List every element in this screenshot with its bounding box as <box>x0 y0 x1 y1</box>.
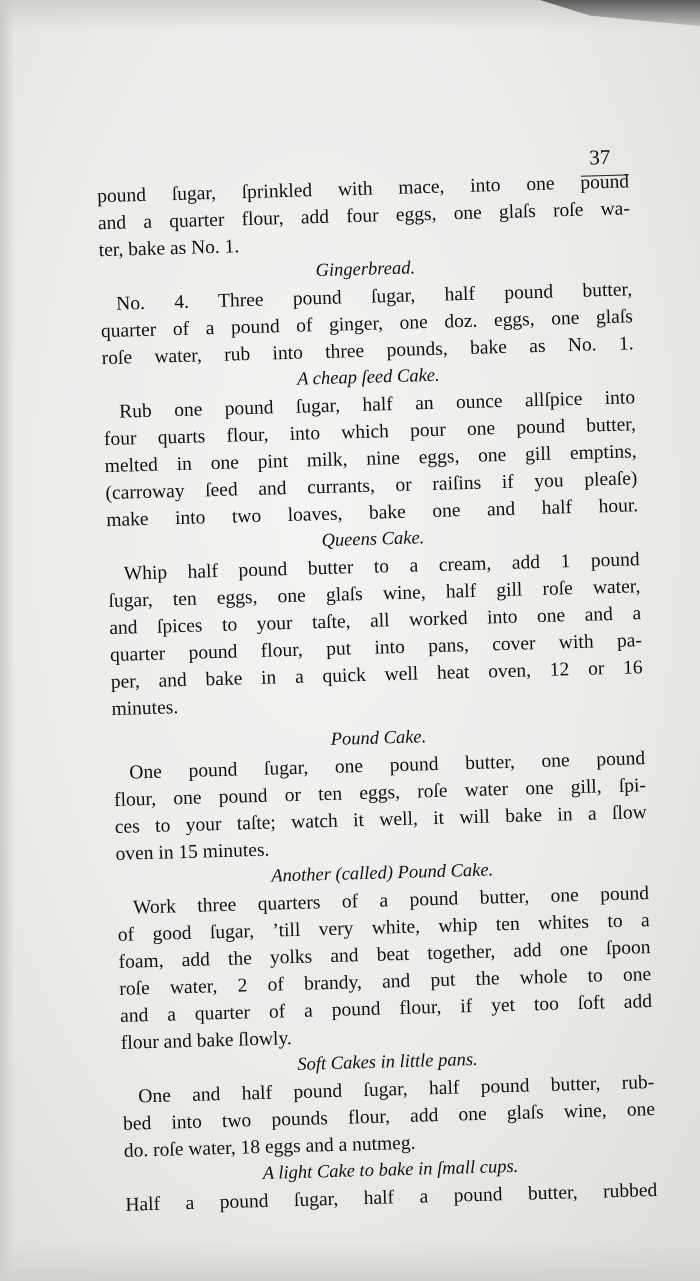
body-line: and ſpices to your taſte, all worked into one and a <box>109 603 642 640</box>
body-line: quarter of a pound of ginger, one doz. eggs, one glaſs <box>100 306 634 343</box>
page-body <box>97 168 658 1218</box>
body-line: oven in 15 minutes. <box>115 839 270 865</box>
body-line: ces to your taſte; watch it well, it will bake in a ſlow <box>114 802 647 838</box>
recipe-title: Another (called) Pound Cake. <box>271 860 494 887</box>
body-line: Whip half pound butter to a cream, add 1 pound <box>123 549 640 585</box>
page-left-edge <box>0 0 14 1281</box>
recipe-soft-cakes <box>121 1042 656 1165</box>
body-line: flour and bake ſlowly. <box>120 1028 293 1054</box>
recipe-title: A cheap ſeed Cake. <box>296 365 440 390</box>
body-line: ter, bake as No. 1. <box>98 236 240 262</box>
body-line: melted in one pint milk, nine eggs, one gill emptins, <box>104 441 637 478</box>
body-line: foam, add the yolks and beat together, add one ſpoon <box>118 937 651 973</box>
body-line: (carroway ſeed and currants, or raiſins if you pleaſe) <box>105 468 638 505</box>
recipe-title: Soft Cakes in little pans. <box>297 1049 478 1075</box>
page-number: 37 <box>589 144 611 170</box>
body-line: Work three quarters of a pound butter, one pound <box>132 883 650 919</box>
body-line: and a quarter of a pound flour, if yet too ſoft add <box>119 991 653 1027</box>
body-line: flour, one pound or ten eggs, roſe water one gill, ſpi- <box>113 775 647 811</box>
body-line: One pound ſugar, one pound butter, one pound <box>129 748 646 784</box>
body-line: of good ſugar, ’till very white, whip ten whites to a <box>117 910 650 946</box>
body-line: pound ſugar, ſprinkled with mace, into one pound <box>96 171 630 208</box>
body-line: do. roſe water, 18 eggs and a nutmeg. <box>123 1132 416 1162</box>
recipe-pound-cake <box>112 718 648 868</box>
body-line: and a quarter flour, add four eggs, one glaſs roſe wa- <box>97 198 631 235</box>
printed-text-block <box>68 132 658 1216</box>
body-line: make into two loaves, bake one and half hour. <box>105 495 639 532</box>
continued-recipe <box>97 168 631 264</box>
recipe-queens-cake <box>107 519 644 723</box>
recipe-title: Queens Cake. <box>321 528 425 552</box>
recipe-gingerbread <box>99 249 634 372</box>
body-line: Rub one pound ſugar, half an ounce allſpice into <box>118 387 636 423</box>
recipe-cheap-seed-cake <box>102 357 638 534</box>
body-line: minutes. <box>111 697 179 721</box>
body-line: per, and bake in a quick well heat oven, 12 or 16 <box>110 657 643 694</box>
body-line: ſugar, ten eggs, one glaſs wine, half gill roſe water, <box>108 576 641 613</box>
body-line: roſe water, rub into three pounds, bake as No. 1. <box>101 333 634 370</box>
recipe-title: Pound Cake. <box>330 727 427 750</box>
body-line: One and half pound ſugar, half pound butter, rub- <box>138 1072 655 1108</box>
body-line: four quarts flour, into which pour one pound butter, <box>103 414 637 451</box>
body-line: quarter pound flour, put into pans, cover with pa- <box>109 630 643 667</box>
body-line: No. 4. Three pound ſugar, half pound butter, <box>115 279 633 315</box>
body-line: Half a pound ſugar, half a pound butter, rubbed <box>125 1179 658 1216</box>
recipe-title: Gingerbread. <box>315 258 416 282</box>
recipe-another-pound-cake <box>116 853 653 1057</box>
body-line: bed into two pounds flour, add one glaſs wine, one <box>122 1099 656 1135</box>
page-bottom-edge <box>0 1241 700 1281</box>
recipe-title: A light Cake to bake in ſmall cups. <box>262 1156 519 1184</box>
body-line: roſe water, 2 of brandy, and put the whole to one <box>119 964 652 1000</box>
